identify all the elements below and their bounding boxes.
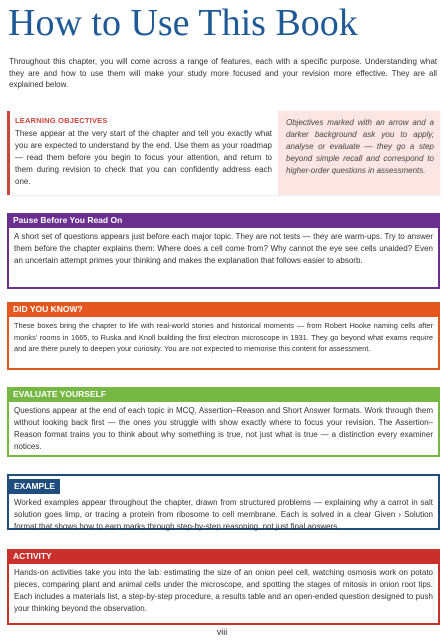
activity-box — [7, 549, 440, 625]
activity-body: Hands-on activities take you into the lab: estimating the size of an onion peel cell, watching osmosis work on potato pieces, comparing plant and animal cells under the microscope, and spotting the stages of mitosis in onion root tips. Each includes a materials list, a step-by-step procedure, a results table and an open-ended question designed to push your thinking beyond the observation. — [14, 568, 433, 613]
evaluate-yourself-body: Questions appear at the end of each topic in MCQ, Assertion–Reason and Short Answer formats. Work through them without looking back first — the ones you struggle with show exactly where to focus your revision. The Assertion–Reason format trains you to think about why something is true, not just what is true — a distinction every examiner notices. — [14, 406, 433, 451]
did-you-know-box — [7, 302, 440, 370]
learning-objectives-main — [10, 111, 278, 195]
learning-objectives-box — [7, 111, 440, 195]
did-you-know-heading: DID YOU KNOW? — [9, 302, 438, 317]
evaluate-yourself-heading: EVALUATE YOURSELF — [9, 387, 438, 402]
pause-body: A short set of questions appears just before each major topic. They are not tests — they are warm-ups. Try to answer them before the chapter explains them: Where does a cell come from? Why cannot the eye see cells unaided? Even an uncertain attempt primes your thinking and makes the explanation that follows easier to absorb. — [14, 232, 433, 265]
learning-objectives-heading: LEARNING OBJECTIVES — [15, 116, 108, 125]
did-you-know-body: These boxes bring the chapter to life with real-world stories and historical moments — from Robert Hooke naming cells after monks' rooms in 1665, to Ruska and Knoll building the first electron microscope in 1931. They go beyond what exams require and are there purely to deepen your curiosity. You are not expected to memorise this content for assessment. — [14, 321, 433, 353]
learning-objectives-body: These appear at the very start of the chapter and tell you exactly what you are expected to understand by the end. Use them as your roadmap — read them before you begin to focus your attention, and return to them during revision to check that you can confidently address each one. — [15, 129, 272, 186]
pause-box — [7, 213, 440, 289]
page-title: How to Use This Book — [8, 2, 358, 44]
example-heading: EXAMPLE — [9, 479, 60, 494]
evaluate-yourself-box — [7, 387, 440, 457]
activity-heading: ACTIVITY — [9, 549, 438, 564]
example-body: Worked examples appear throughout the chapter, drawn from structured problems — explaining why a carrot in salt solution goes limp, or tracing a protein from ribosome to cell membrane. Each is solved in a clear Given › Solution format that shows how to earn marks through step-by-step reasoning, not just final answers. — [14, 498, 433, 531]
learning-objectives-note: Objectives marked with an arrow and a darker background ask you to apply, analyse or evaluate — they go a step beyond simple recall and correspond to higher-order questions in assessments. — [286, 118, 434, 175]
page-number: viii — [216, 627, 228, 637]
example-box — [7, 474, 440, 530]
pause-heading: Pause Before You Read On — [9, 213, 438, 228]
intro-paragraph: Throughout this chapter, you will come across a range of features, each with a specific purpose. Understanding what they are and how to use them will make your study more focused and your revision more effective. They are all explained below. — [9, 57, 437, 89]
